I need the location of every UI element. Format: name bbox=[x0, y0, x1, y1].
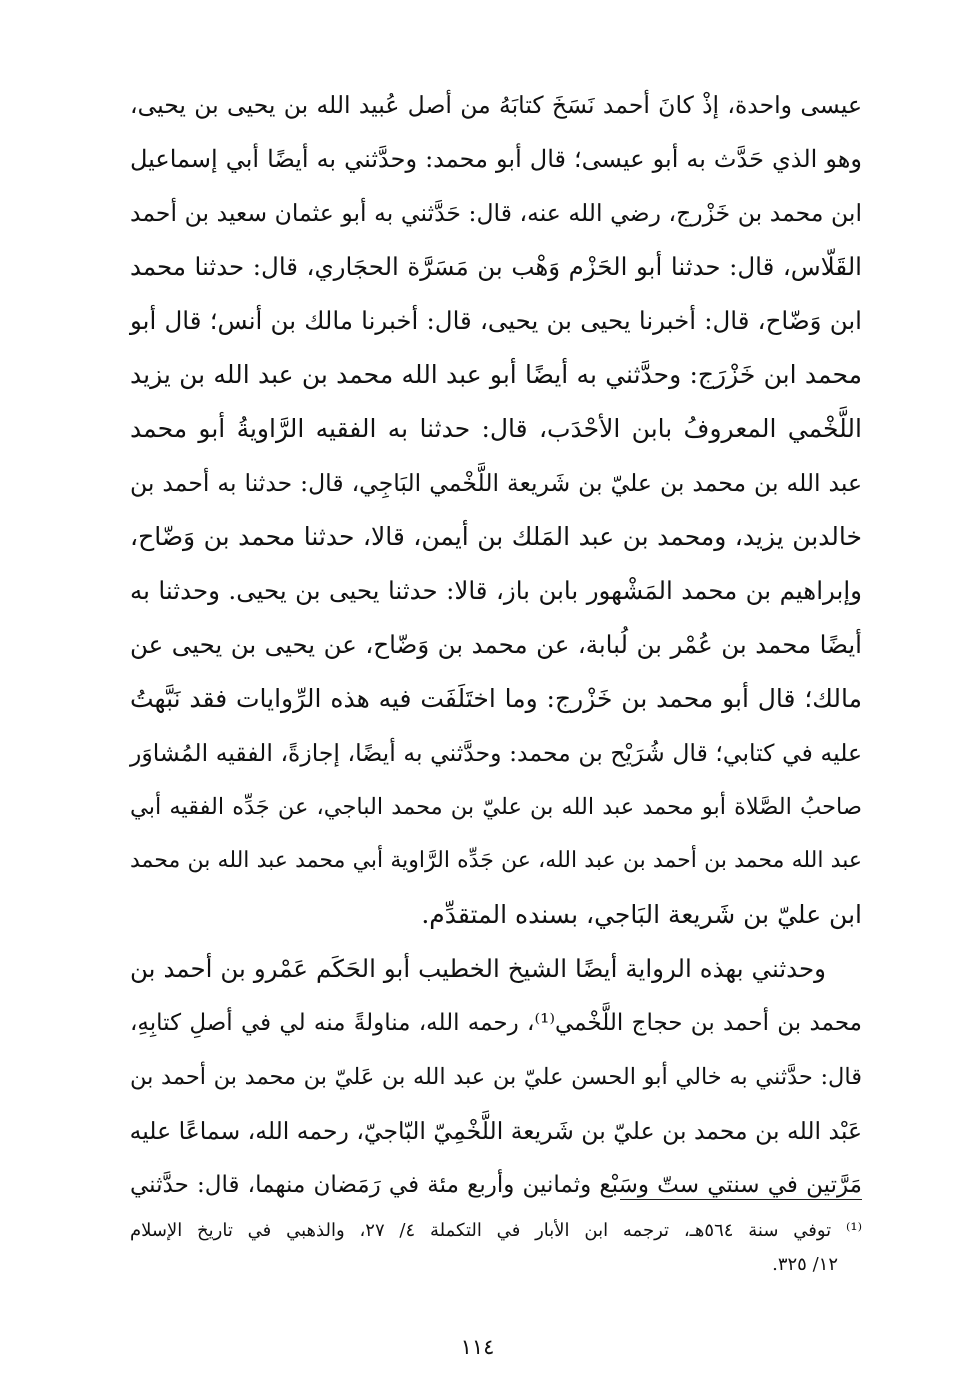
page-number: ١١٤ bbox=[460, 1335, 495, 1359]
text-line: عليه في كتابي؛ قال شُرَيْح بن محمد: وحدَّثني به أيضًا، إجازةً، الفقيه المُشاوَر bbox=[130, 739, 862, 767]
text-line: ابن محمد بن خَزْرج، رضي الله عنه، قال: حَدَّثني به أبو عثمان سعيد بن أحمد bbox=[130, 199, 862, 227]
text-line-paragraph-end: ابن عليّ بن شَريعة البَاجي، بسنده المتقدِّم. bbox=[421, 900, 862, 929]
text-line: عيسى واحدة، إذْ كانَ أحمد نَسَخَ كتابَهُ من أصل عُبيد الله بن يحيى بن يحيى، bbox=[130, 91, 862, 119]
text-line: صاحبُ الصَّلاة أبو محمد عبد الله بن عليّ بن محمد الباجي، عن جَدِّه الفقيه أبي bbox=[130, 794, 862, 820]
text-line: القَلّاس، قال: حدثنا أبو الحَزْم وَهْب بن مَسَرَّة الحجَاري، قال: حدثنا محمد bbox=[130, 252, 862, 281]
text-line-paragraph-start: وحدثني بهذه الرواية أيضًا الشيخ الخطيب أبو الحَكَم عَمْرو بن أحمد بن bbox=[130, 954, 826, 983]
text-line: مالك؛ قال أبو محمد بن خَزْرج: وما اختَلَفَت فيه هذه الرِّوايات فقد نَبَّهتُ bbox=[130, 684, 862, 713]
text-line: عَبْد الله بن محمد بن عليّ بن شَريعة اللَّخْمِيّ البّاجيّ، رحمه الله، سماعًا عليه bbox=[129, 1117, 862, 1145]
footnotes bbox=[130, 1214, 862, 1282]
text-line: خالدبن يزيد، ومحمد بن عبد المَلك بن أيمن، قالا، حدثنا محمد بن وَضّاح، bbox=[130, 522, 862, 551]
text-line: اللَّخْمي المعروفُ بابن الأحْدَب، قال: حدثنا به الفقيه الرَّاويةُ أبو محمد bbox=[130, 414, 862, 443]
text-line: وهو الذي حَدَّث به أبو عيسى؛ قال أبو محمد: وحدَّثني به أيضًا أبي إسماعيل bbox=[130, 145, 862, 173]
text-line: محمد بن أحمد بن حجاج اللَّخْمي⁽¹⁾، رحمه الله، مناولةً منه لي في أصلِ كتابِهِ، bbox=[130, 1010, 862, 1036]
footnote-line: ١٢/ ٣٢٥. bbox=[772, 1254, 838, 1275]
text-line: مَرَّتين في سنتي ستّ وسَبْع وثمانين وأربع مئة في رَمَضان منهما، قال: حدَّثني bbox=[130, 1172, 862, 1198]
text-line: عبد الله محمد بن أحمد بن عبد الله، عن جَدِّه الرَّاوية أبي محمد عبد الله بن محمد bbox=[130, 848, 862, 873]
footnote-separator bbox=[620, 1199, 862, 1200]
main-text bbox=[130, 78, 862, 1212]
text-line: وإبراهيم بن محمد المَشْهور بابن باز، قالا: حدثنا يحيى بن يحيى. وحدثنا به bbox=[130, 576, 862, 605]
text-line: محمد ابن خَزْرَج: وحدَّثني به أيضًا أبو عبد الله محمد بن عبد الله بن يزيد bbox=[130, 360, 862, 389]
footnote-line: ⁽¹⁾ توفي سنة ٥٦٤هـ، ترجمه ابن الأبار في التكملة ٤/ ٢٧، والذهبي في تاريخ الإسلام bbox=[130, 1220, 863, 1241]
text-line: قال: حدَّثني به خالي أبو الحسن عليّ بن عبد الله بن عَليّ بن محمد بن أحمد بن bbox=[130, 1064, 862, 1090]
text-line: ابن وَضّاح، قال: أخبرنا يحيى بن يحيى، قال: أخبرنا مالك بن أنس؛ قال أبو bbox=[130, 306, 862, 335]
text-line: عبد الله بن محمد بن عليّ بن شَريعة اللَّخْمي البَاجِي، قال: حدثنا به أحمد بن bbox=[130, 469, 862, 497]
text-line: أيضًا محمد بن عُمْر بن لُبابة، عن محمد بن وَضّاح، عن يحيى بن يحيى عن bbox=[130, 630, 862, 659]
